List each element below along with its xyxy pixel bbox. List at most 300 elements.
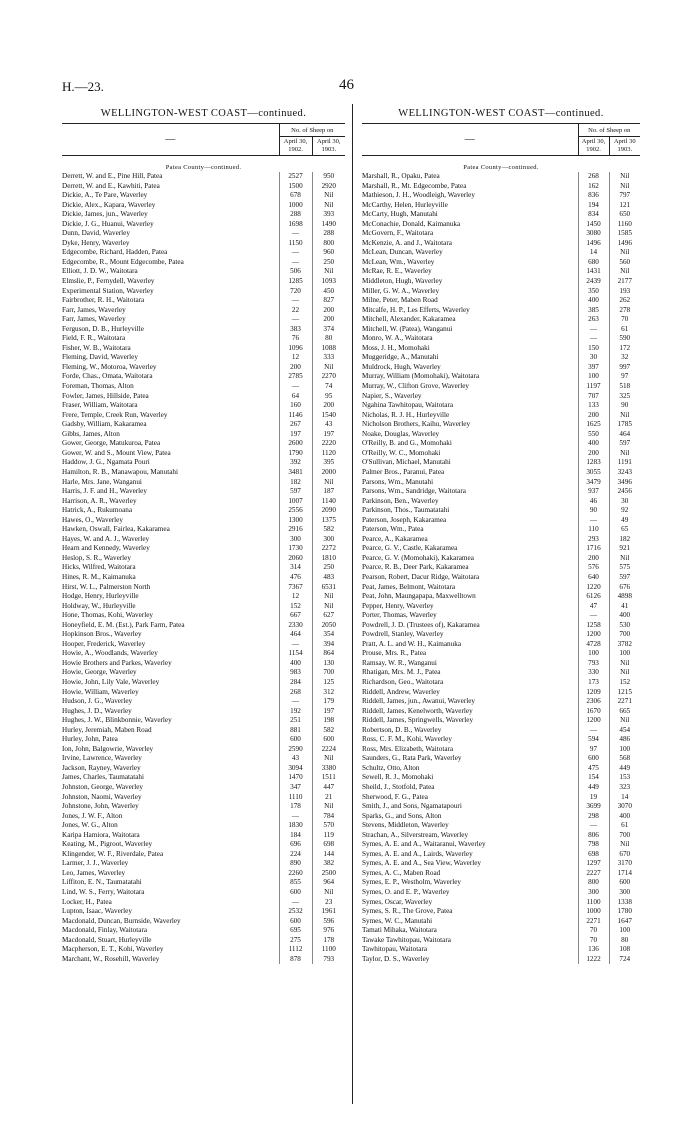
table-row xyxy=(62,707,345,717)
sheep-1903: 4898 xyxy=(609,592,640,602)
owner-name: Hodge, Henry, Hurleyville xyxy=(62,592,139,601)
sheep-1902: — xyxy=(279,248,312,258)
sheep-1903: 95 xyxy=(312,392,345,402)
sheep-1902: 70 xyxy=(578,926,609,936)
table-row xyxy=(362,611,640,621)
owner-name: Gower, George, Matukuroa, Patea xyxy=(62,439,161,448)
table-row xyxy=(362,315,640,325)
sheep-1902: 878 xyxy=(279,955,312,965)
owner-name: Fleming, David, Waverley xyxy=(62,353,138,362)
owner-name: Gibbs, James, Alton xyxy=(62,429,120,438)
sheep-1903: 483 xyxy=(312,573,345,583)
sheep-1902: 182 xyxy=(279,478,312,488)
owner-name: O'Sullivan, Michael, Manutahi xyxy=(362,458,451,467)
sheep-1902: 695 xyxy=(279,926,312,936)
owner-name: Howie, John, Lily Vale, Waverley xyxy=(62,677,160,686)
owner-name: Forde, Chas., Omata, Waitotara xyxy=(62,372,153,381)
owner-name: Muldrock, Hugh, Waverley xyxy=(362,362,441,371)
sheep-1903: 2456 xyxy=(609,487,640,497)
table-row xyxy=(362,917,640,927)
owner-name: Symes, W. C., Manutahi xyxy=(362,916,433,925)
owner-name: Hirst, W. L., Palmerston North xyxy=(62,582,151,591)
sheep-1902: 14 xyxy=(578,248,609,258)
owner-name: Hawes, O., Waverley xyxy=(62,515,123,524)
owner-name: Sheild, J., Stotfold, Patea xyxy=(362,783,435,791)
owner-name: Hooper, Frederick, Waverley xyxy=(62,639,146,648)
sheep-1903: 187 xyxy=(312,487,345,497)
sheep-1903: 92 xyxy=(609,506,640,516)
sheep-1903: 1140 xyxy=(312,497,345,507)
owner-name: Howie, William, Waverley xyxy=(62,687,139,696)
table-row xyxy=(362,191,640,201)
owner-name: Miller, G. W. A., Waverley xyxy=(362,286,440,295)
owner-name: Dunn, David, Waverley xyxy=(62,229,130,238)
right-table-body xyxy=(362,172,640,964)
owner-name: Frere, Temple, Creek Run, Waverley xyxy=(62,410,168,419)
sheep-1903: 130 xyxy=(312,659,345,669)
left-column xyxy=(62,108,345,964)
sheep-1902: 43 xyxy=(279,754,312,764)
owner-name: Dyke, Henry, Waverley xyxy=(62,238,130,247)
sheep-1903: 333 xyxy=(312,353,345,363)
sheep-1903: 49 xyxy=(609,516,640,526)
sheep-1902: 834 xyxy=(578,210,609,220)
table-row xyxy=(362,630,640,640)
sheep-1902: 200 xyxy=(279,363,312,373)
sheep-1903: 395 xyxy=(312,458,345,468)
sheep-1902: 30 xyxy=(578,353,609,363)
table-row xyxy=(62,535,345,545)
owner-name: Powdrell, Stanley, Waverley xyxy=(362,630,444,639)
page-code: H.—23. xyxy=(62,79,104,94)
owner-name: Porter, Thomas, Waverley xyxy=(362,611,437,620)
table-row xyxy=(62,563,345,573)
sheep-1903: 1088 xyxy=(312,344,345,354)
table-row xyxy=(62,592,345,602)
sheep-1902: 707 xyxy=(578,392,609,402)
table-row xyxy=(362,583,640,593)
sheep-1902: 1112 xyxy=(279,945,312,955)
sheep-1902: 680 xyxy=(578,258,609,268)
table-row xyxy=(362,182,640,192)
owner-name: Fisher, W. B., Waitotara xyxy=(62,343,131,352)
owner-name: Johnston, George, Waverley xyxy=(62,783,143,791)
owner-name: McCarthy, Helen, Hurleyville xyxy=(362,200,448,209)
owner-name: Paterson, Joseph, Kakaramea xyxy=(362,515,447,524)
owner-name: Middleton, Hugh, Waverley xyxy=(362,277,443,286)
sheep-1903: 997 xyxy=(609,363,640,373)
sheep-1902: 267 xyxy=(279,420,312,430)
sheep-1903: 1647 xyxy=(609,917,640,927)
table-row xyxy=(362,372,640,382)
sheep-1903: Nil xyxy=(312,602,345,612)
sheep-1902: 600 xyxy=(279,735,312,745)
sheep-1902: 1000 xyxy=(279,201,312,211)
sheep-1902: 1200 xyxy=(578,716,609,726)
left-table xyxy=(62,123,345,964)
table-row xyxy=(62,697,345,707)
sheep-1903: 197 xyxy=(312,707,345,717)
sheep-1902: 2590 xyxy=(279,745,312,755)
table-row xyxy=(362,697,640,707)
sheep-1903: 178 xyxy=(312,936,345,946)
sheep-1903: 200 xyxy=(312,306,345,316)
sheep-1902: 2785 xyxy=(279,372,312,382)
sheep-1903: 400 xyxy=(609,812,640,822)
table-row xyxy=(62,516,345,526)
sheep-1902: 268 xyxy=(279,688,312,698)
sheep-1903: 1100 xyxy=(312,945,345,955)
owner-name: Farr, James, Waverley xyxy=(62,315,126,324)
sheep-1903: 568 xyxy=(609,754,640,764)
sheep-1902: 1500 xyxy=(279,182,312,192)
sheep-1903: 960 xyxy=(312,248,345,258)
sheep-1903: 1511 xyxy=(312,773,345,783)
sheep-1902: — xyxy=(279,229,312,239)
table-row xyxy=(62,668,345,678)
owner-name: Hines, R. M., Kaimanuka xyxy=(62,572,136,581)
owner-name: Marshall, R., Opaku, Patea xyxy=(362,172,440,180)
table-row xyxy=(62,449,345,459)
table-row xyxy=(362,382,640,392)
sheep-1903: 793 xyxy=(312,955,345,965)
table-row xyxy=(362,296,640,306)
sheep-1902: 1625 xyxy=(578,420,609,430)
owner-name: Jones, J. W. F., Alton xyxy=(62,811,123,820)
sheep-1902: 224 xyxy=(279,850,312,860)
sheep-1903: 172 xyxy=(609,344,640,354)
sheep-1903: 394 xyxy=(312,640,345,650)
owner-name: Johnston, Naomi, Waverley xyxy=(62,792,142,801)
sheep-1903: 200 xyxy=(312,315,345,325)
sheep-1903: 1093 xyxy=(312,277,345,287)
sheep-1903: 400 xyxy=(609,611,640,621)
sheep-1903: 2920 xyxy=(312,182,345,192)
table-row xyxy=(362,439,640,449)
sheep-1902: — xyxy=(279,258,312,268)
sheep-1903: Nil xyxy=(312,363,345,373)
sheep-1902: 293 xyxy=(578,535,609,545)
owner-name: Mathieson, J. H., Woodleigh, Waverley xyxy=(362,191,475,200)
sheep-1903: 486 xyxy=(609,735,640,745)
owner-name: Pratt, A. L. and W. H., Kaimanuka xyxy=(362,639,462,648)
owner-name: Palmer Bros., Paranui, Patea xyxy=(362,467,445,476)
sheep-1903: 447 xyxy=(312,783,345,793)
owner-name: Prouse, Mrs. R., Patea xyxy=(362,649,427,658)
sheep-1902: 385 xyxy=(578,306,609,316)
owner-name: Keating, M., Pigroot, Waverley xyxy=(62,840,153,849)
table-row xyxy=(362,945,640,955)
table-row xyxy=(362,172,640,182)
sheep-1903: 121 xyxy=(609,201,640,211)
sheep-1903: 312 xyxy=(312,688,345,698)
sheep-1902: 1830 xyxy=(279,821,312,831)
right-header-span: No. of Sheep on xyxy=(578,124,640,137)
owner-name: Larmer, J. J., Waverley xyxy=(62,859,129,868)
sheep-1902: 263 xyxy=(578,315,609,325)
sheep-1902: — xyxy=(279,697,312,707)
sheep-1902: 506 xyxy=(279,267,312,277)
table-row xyxy=(62,420,345,430)
table-row xyxy=(62,621,345,631)
sheep-1903: 1375 xyxy=(312,516,345,526)
owner-name: Jackson, Rayney, Waverley xyxy=(62,763,141,772)
owner-name: Monro, W. A., Waitotara xyxy=(362,334,433,343)
sheep-1902: 178 xyxy=(279,802,312,812)
sheep-1902: 855 xyxy=(279,878,312,888)
table-row xyxy=(62,458,345,468)
sheep-1903: 1120 xyxy=(312,449,345,459)
table-row xyxy=(362,840,640,850)
owner-name: Sparks, G., and Sons, Alton xyxy=(362,811,442,820)
sheep-1903: 80 xyxy=(312,334,345,344)
owner-name: Liffiton, E. N., Taumatatahi xyxy=(62,878,142,887)
sheep-1903: 784 xyxy=(312,812,345,822)
table-row xyxy=(362,334,640,344)
owner-name: McCarty, Hugh, Manutahi xyxy=(362,210,438,219)
sheep-1902: 200 xyxy=(578,554,609,564)
owner-name: Taylor, D. S., Waverley xyxy=(362,954,430,963)
owner-name: Macdonald, Stuart, Hurleyville xyxy=(62,935,152,944)
sheep-1902: 2916 xyxy=(279,525,312,535)
table-row xyxy=(362,516,640,526)
table-row xyxy=(62,372,345,382)
owner-name: Murray, William (Momohaki), Waitotara xyxy=(362,372,480,381)
sheep-1902: 696 xyxy=(279,840,312,850)
sheep-1903: 288 xyxy=(312,229,345,239)
sheep-1903: Nil xyxy=(609,668,640,678)
right-header-year-1903: April 30 1903. xyxy=(613,138,636,153)
sheep-1902: 1450 xyxy=(578,220,609,230)
sheep-1902: 1300 xyxy=(279,516,312,526)
table-row xyxy=(362,277,640,287)
owner-name: Ngahina Tawhitopau, Waitotara xyxy=(362,401,454,410)
table-row xyxy=(362,420,640,430)
owner-name: Dickie, James, jun., Waverley xyxy=(62,210,148,219)
sheep-1902: 300 xyxy=(578,888,609,898)
sheep-1902: 2060 xyxy=(279,554,312,564)
sheep-1903: 30 xyxy=(609,497,640,507)
sheep-1902: 464 xyxy=(279,630,312,640)
sheep-1902: 347 xyxy=(279,783,312,793)
left-header-year-1903: April 30, 1903. xyxy=(317,138,341,153)
table-row xyxy=(62,688,345,698)
sheep-1902: 1220 xyxy=(578,583,609,593)
table-row xyxy=(62,716,345,726)
sheep-1903: 449 xyxy=(609,764,640,774)
owner-name: Dickie, A., Te Pare, Waverley xyxy=(62,191,148,200)
sheep-1902: 275 xyxy=(279,936,312,946)
table-row xyxy=(62,525,345,535)
sheep-1902: 110 xyxy=(578,525,609,535)
column-divider xyxy=(352,104,353,1104)
sheep-1902: 251 xyxy=(279,716,312,726)
table-row xyxy=(62,506,345,516)
sheep-1903: 119 xyxy=(312,831,345,841)
sheep-1902: 12 xyxy=(279,592,312,602)
sheep-1903: Nil xyxy=(609,248,640,258)
sheep-1903: 250 xyxy=(312,258,345,268)
owner-name: Hawken, Oswall, Fairlea, Kakaramea xyxy=(62,525,170,534)
owner-name: Haddow, J. G., Ngamata Pouri xyxy=(62,458,150,467)
owner-name: Lind, W. S., Ferry, Waitotara xyxy=(62,888,145,897)
sheep-1903: 600 xyxy=(312,735,345,745)
right-title: WELLINGTON-WEST COAST—continued. xyxy=(398,108,604,119)
sheep-1902: 3699 xyxy=(578,802,609,812)
sheep-1903: 108 xyxy=(609,945,640,955)
table-row xyxy=(62,172,345,182)
table-row xyxy=(362,878,640,888)
sheep-1902: 100 xyxy=(578,372,609,382)
owner-name: Edgecombe, Richard, Hadden, Patea xyxy=(62,248,168,257)
table-row xyxy=(362,726,640,736)
table-row xyxy=(362,640,640,650)
owner-name: Harrison, A. R., Waverley xyxy=(62,496,137,505)
sheep-1903: 197 xyxy=(312,430,345,440)
sheep-1902: 1007 xyxy=(279,497,312,507)
table-row xyxy=(362,802,640,812)
sheep-1902: 698 xyxy=(578,850,609,860)
owner-name: Heslop, S. R., Waverley xyxy=(62,553,131,562)
owner-name: Symes, E. P., Westholm, Waverley xyxy=(362,878,461,887)
sheep-1902: 836 xyxy=(578,191,609,201)
table-row xyxy=(62,287,345,297)
sheep-1903: 3782 xyxy=(609,640,640,650)
table-row xyxy=(362,306,640,316)
sheep-1902: 1100 xyxy=(578,898,609,908)
table-row xyxy=(62,907,345,917)
sheep-1903: 200 xyxy=(312,401,345,411)
table-row xyxy=(62,917,345,927)
sheep-1903: 454 xyxy=(609,726,640,736)
sheep-1903: Nil xyxy=(609,267,640,277)
sheep-1902: 90 xyxy=(578,506,609,516)
sheep-1902: 3080 xyxy=(578,229,609,239)
owner-name: Sewell, R. J., Momohaki xyxy=(362,773,434,782)
owner-name: Dickie, J. G., Huanui, Waverley xyxy=(62,219,154,228)
table-row xyxy=(62,878,345,888)
sheep-1903: 323 xyxy=(609,783,640,793)
table-row xyxy=(62,859,345,869)
sheep-1903: 1490 xyxy=(312,220,345,230)
sheep-1902: 12 xyxy=(279,353,312,363)
sheep-1902: 46 xyxy=(578,497,609,507)
sheep-1902: 2260 xyxy=(279,869,312,879)
left-county-heading: Patea County—continued. xyxy=(165,163,242,171)
sheep-1902: 194 xyxy=(578,201,609,211)
sheep-1902: 600 xyxy=(279,888,312,898)
sheep-1902: 2527 xyxy=(279,172,312,182)
table-row xyxy=(362,812,640,822)
sheep-1902: 154 xyxy=(578,773,609,783)
table-row xyxy=(62,754,345,764)
owner-name: Foreman, Thomas, Alton xyxy=(62,382,134,391)
owner-name: Gadsby, William, Kakaramea xyxy=(62,420,147,429)
sheep-1902: 2556 xyxy=(279,506,312,516)
sheep-1902: 798 xyxy=(578,840,609,850)
owner-name: Macdonald, Finlay, Waitotara xyxy=(62,926,148,935)
sheep-1902: 881 xyxy=(279,726,312,736)
sheep-1903: 597 xyxy=(609,573,640,583)
sheep-1903: Nil xyxy=(312,754,345,764)
table-row xyxy=(362,411,640,421)
table-row xyxy=(362,287,640,297)
sheep-1903: Nil xyxy=(312,201,345,211)
table-row xyxy=(362,898,640,908)
sheep-1902: — xyxy=(279,898,312,908)
owner-name: Pearce, R. B., Deer Park, Kakaramea xyxy=(362,563,469,572)
sheep-1903: 2220 xyxy=(312,439,345,449)
owner-name: Symes, A. E. and A., Sea View, Waverley xyxy=(362,859,482,868)
sheep-1903: 1585 xyxy=(609,229,640,239)
owner-name: Moss, J. H., Momohaki xyxy=(362,343,430,352)
sheep-1902: 162 xyxy=(578,182,609,192)
owner-name: Nicholson Brothers, Kaihu, Waverley xyxy=(362,420,471,429)
sheep-1903: 2500 xyxy=(312,869,345,879)
owner-name: Elliott, J. D. W., Waitotara xyxy=(62,267,138,276)
sheep-1902: 3055 xyxy=(578,468,609,478)
table-row xyxy=(62,611,345,621)
table-row xyxy=(62,430,345,440)
owner-name: Marchant, W., Rosehill, Waverley xyxy=(62,954,160,963)
sheep-1903: 575 xyxy=(609,563,640,573)
sheep-1902: 173 xyxy=(578,678,609,688)
owner-name: Howie, A., Woodlands, Waverley xyxy=(62,649,158,658)
right-header-year-1902: April 30, 1902. xyxy=(578,137,609,156)
table-row xyxy=(362,688,640,698)
owner-name: McKenzie, A. and J., Waitotara xyxy=(362,238,452,247)
table-row xyxy=(62,630,345,640)
table-row xyxy=(62,898,345,908)
sheep-1903: 2090 xyxy=(312,506,345,516)
sheep-1902: 793 xyxy=(578,659,609,669)
sheep-1902: 1096 xyxy=(279,344,312,354)
sheep-1903: Nil xyxy=(312,802,345,812)
sheep-1903: 600 xyxy=(609,878,640,888)
table-row xyxy=(362,535,640,545)
sheep-1903: Nil xyxy=(609,716,640,726)
sheep-1903: 3170 xyxy=(609,859,640,869)
sheep-1903: 179 xyxy=(312,697,345,707)
sheep-1903: 43 xyxy=(312,420,345,430)
owner-name: Peat, John, Maungapapa, Maxwelltown xyxy=(362,592,476,601)
owner-name: Pearce, G. V. (Momohaki), Kakaramea xyxy=(362,553,474,562)
table-row xyxy=(62,353,345,363)
table-row xyxy=(362,621,640,631)
left-header-name: — xyxy=(62,124,279,156)
owner-name: Nicholas, R. J. H., Hurleyville xyxy=(362,410,450,419)
owner-name: Parsons, Wm., Manutahi xyxy=(362,477,434,486)
table-row xyxy=(362,955,640,965)
table-row xyxy=(62,296,345,306)
owner-name: Riddell, Andrew, Waverley xyxy=(362,687,440,696)
table-row xyxy=(362,220,640,230)
owner-name: Macpherson, E. T., Kohi, Waverley xyxy=(62,945,164,954)
sheep-1902: 937 xyxy=(578,487,609,497)
sheep-1902: 1431 xyxy=(578,267,609,277)
owner-name: Symes, Oscar, Waverley xyxy=(362,897,433,906)
table-row xyxy=(362,458,640,468)
sheep-1903: 354 xyxy=(312,630,345,640)
sheep-1902: 1150 xyxy=(279,239,312,249)
owner-name: Smith, J., and Sons, Ngamatapouri xyxy=(362,802,462,811)
owner-name: Tamati Mihaka, Waitotara xyxy=(362,926,437,935)
sheep-1902: 400 xyxy=(578,296,609,306)
owner-name: Macdonald, Duncan, Burnside, Waverley xyxy=(62,916,181,925)
sheep-1902: 1258 xyxy=(578,621,609,631)
owner-name: Parkinson, Thos., Taumatatahi xyxy=(362,506,450,515)
owner-name: Irvine, Lawrence, Waverley xyxy=(62,754,142,763)
